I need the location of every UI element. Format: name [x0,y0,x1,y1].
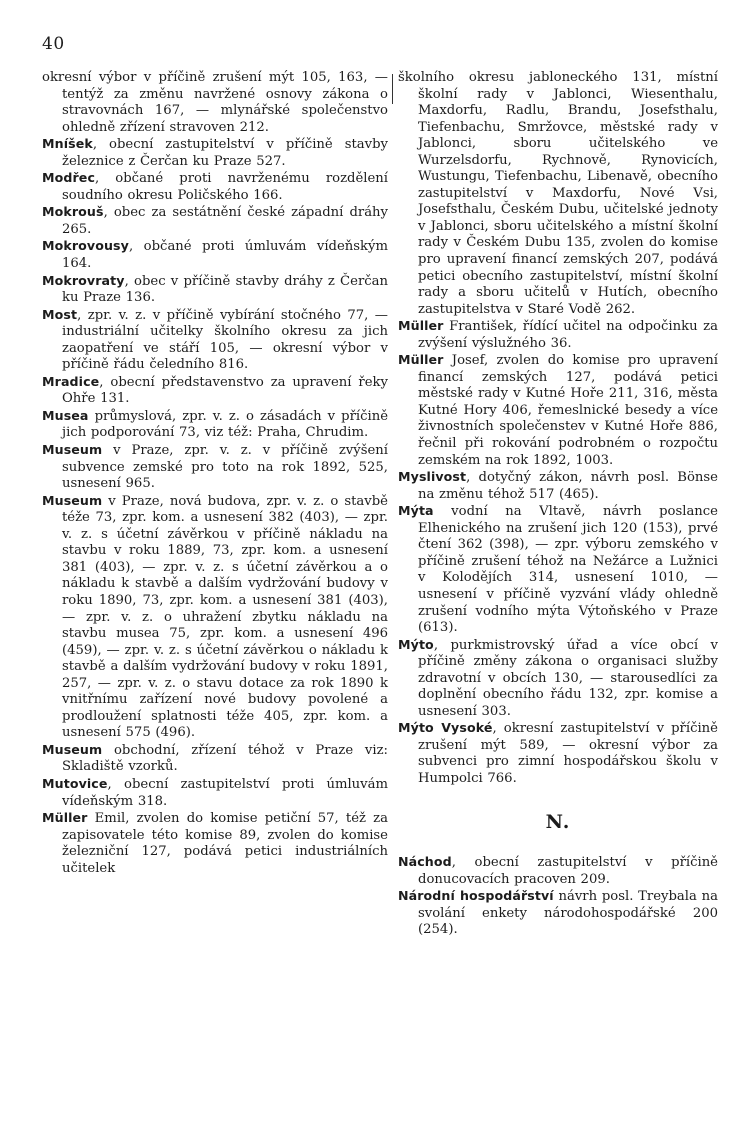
entry-headword: Museum [42,442,103,458]
index-entry [42,742,388,776]
index-entry [42,170,388,204]
entry-headword: Myslivost [398,469,467,485]
entry-headword: Müller [398,352,444,368]
entry-text: průmyslová, zpr. v. z. o zásadách v příčině jich podporování 73, viz též: Praha, Chrudim. [62,408,388,441]
entry-headword: Mníšek [42,136,93,152]
index-entry [398,318,718,352]
entry-text: v Praze, zpr. v. z. v příčině zvýšení subvence zemské pro toto na rok 1892, 525, usnesení 965. [62,443,388,492]
entry-text: , obecní představenstvo za upravení řeky Ohře 131. [62,374,388,407]
entry-headword: Národní hospodářství [398,888,554,904]
index-entry [42,70,388,136]
index-entry [42,776,388,810]
entry-headword: Mýto [398,636,434,652]
index-entry [42,307,388,374]
index-entry [42,442,388,493]
entry-text: obchodní, zřízení téhož v Praze viz: Skladiště vzorků. [62,742,388,775]
entry-text: , obecní zastupitelství v příčině donucovacích pracoven 209. [418,855,718,887]
entry-text: vodní na Vltavě, návrh poslance Elhenického na zrušení jich 120 (153), prvé čtení 362 (398), — zpr. výboru zemského v příčině zrušení téhož na Nežárce a Lužnici v Kolodějích 314, usnesení 1010, — usnesení v příčině vyzvání vlády ohledně zrušení vodního mýta Výtoňského v Praze (613). [418,504,718,636]
entry-headword: Mutovice [42,775,108,791]
index-entry [398,888,718,939]
index-entry [42,238,388,272]
index-entry [398,469,718,503]
entry-headword: Mokrouš [42,204,104,220]
entry-headword: Müller [42,810,88,826]
entry-headword: Müller [398,318,444,334]
entry-text: , občané proti úmluvám vídeňským 164. [62,239,388,272]
page-number: 40 [42,34,65,54]
column-divider [392,74,393,104]
entry-text: v Praze, nová budova, zpr. v. z. o stavbě téže 73, zpr. kom. a usnesení 382 (403), — zpr. v. z. s účetní závěrkou v příčině nákladu na stavbu v roku 1889, 73, zpr. kom. a usnesení 381 (403), — zpr. v. z. s účetní závěrkou a o nákladu k stavbě a dalším vydržování budovy v roku 1890, 73, zpr. kom. a usnesení 381 (403), — zpr. v. z. o uhražení zbytku nákladu na stavbu musea 75, zpr. kom. a usnesení 496 (459), — zpr. v. z. s účetní závěrkou o nákladu k stavbě a dalším vydržování budovy v roku 1891, 257, — zpr. v. z. o stavu dotace za rok 1890 k vnitřnímu zařízení nové budovy povolené a prodloužení splatnosti téže 405, zpr. kom. a usnesení 575 (496). [62,493,388,741]
left-column [42,70,388,877]
index-entry [42,273,388,307]
index-entry [42,493,388,742]
entry-headword: Náchod [398,854,452,870]
entry-headword: Mýto Vysoké [398,720,493,736]
entry-text: návrh posl. Treybala na svolání enkety národohospodářské 200 (254). [418,889,718,938]
entry-text: Josef, zvolen do komise pro upravení financí zemských 127, podává petici městské rady v Kutné Hoře 211, 316, města Kutné Hory 406, řemeslnické besedy a více živnostních společenstev v Kutné Hoře 886, řečnil při rokování podrobném o rozpočtu zemském na rok 1892, 1003. [418,353,718,468]
entry-headword: Most [42,306,78,322]
section-letter: N. [545,810,571,833]
entry-text: , obecní zastupitelství v příčině stavby železnice z Čerčan ku Praze 527. [62,137,388,169]
right-column [398,70,718,939]
index-entry [398,720,718,787]
entry-headword: Mradice [42,373,100,389]
entry-headword: Musea [42,407,89,423]
entry-headword: Mokrovousy [42,238,129,254]
entry-text: Emil, zvolen do komise petiční 57, též za zapisovatele této komise 89, zvolen do komise železniční 127, podává petici industriálních učitelek [62,811,388,876]
entry-text: František, řídící učitel na odpočinku za zvýšení výslužného 36. [418,319,718,351]
entry-text: , dotyčný zákon, návrh posl. Bönse na změnu téhož 517 (465). [418,470,718,502]
index-entry [398,352,718,469]
entry-text: , obec v příčině stavby dráhy z Čerčan ku Praze 136. [62,273,388,306]
entry-text: , purkmistrovský úřad a více obcí v příčině změny zákona o organisaci služby zdravotní v obcích 130, — starousedlíci za doplnění obecního řádu 132, zpr. komise a usnesení 303. [418,637,718,719]
index-entry [42,408,388,442]
entry-headword: Mokrovraty [42,272,125,288]
entry-text: , zpr. v. z. v příčině vybírání stočného 77, — industriální učitelky školního okresu za jich zaopatření ve stáří 105, — okresní výbor v příčině řádu čeledního 816. [62,307,388,373]
index-entry [42,810,388,877]
entry-headword: Museum [42,741,103,757]
entry-text: , obecní zastupitelství proti úmluvám vídeňským 318. [62,776,388,809]
index-entry [42,136,388,170]
entry-text: , občané proti navrženému rozdělení soudního okresu Poličského 166. [62,171,388,203]
entry-text: okresní výbor v příčině zrušení mýt 105, 163, — tentýž za změnu navržené osnovy zákona o stravovnách 167, — mlynářské společenstvo ohledně zřízení stravoven 212. [42,70,388,135]
index-entry [398,854,718,888]
index-entry [42,204,388,238]
entry-text: , obec za sestátnění české západní dráhy 265. [62,205,388,237]
entry-headword: Museum [42,492,103,508]
index-entry [398,637,718,721]
entry-headword: Modřec [42,170,96,186]
index-entry [398,70,718,318]
index-entry [42,374,388,408]
entry-text: , okresní zastupitelství v příčině zrušení mýt 589, — okresní výbor za subvenci pro zimní hospodářskou školu v Humpolci 766. [418,721,718,786]
index-entry [398,503,718,636]
entry-text: školního okresu jabloneckého 131, místní školní rady v Jablonci, Wiesenthalu, Maxdorfu, Radlu, Brandu, Josefsthalu, Tiefenbachu, Smržovce, městské rady v Jablonci, sboru učitelského ve Wurzelsdorfu, Rychnově, Rynovicích, Wustungu, Tiefenbachu, Libenavě, obecního zastupitelství v Maxdorfu, Nové Vsi, Josefsthalu, Českém Dubu, učitelské jednoty v Jablonci, sboru učitelského a místní školní rady v Českém Dubu 135, zvolen do komise pro upravení financí zemských 207, podává petici obecního zastupitelství, místní školní rady a sboru učitelů v Hutích, obecního zastupitelstva v Staré Vodě 262. [398,70,718,317]
entry-headword: Mýta [398,503,434,519]
